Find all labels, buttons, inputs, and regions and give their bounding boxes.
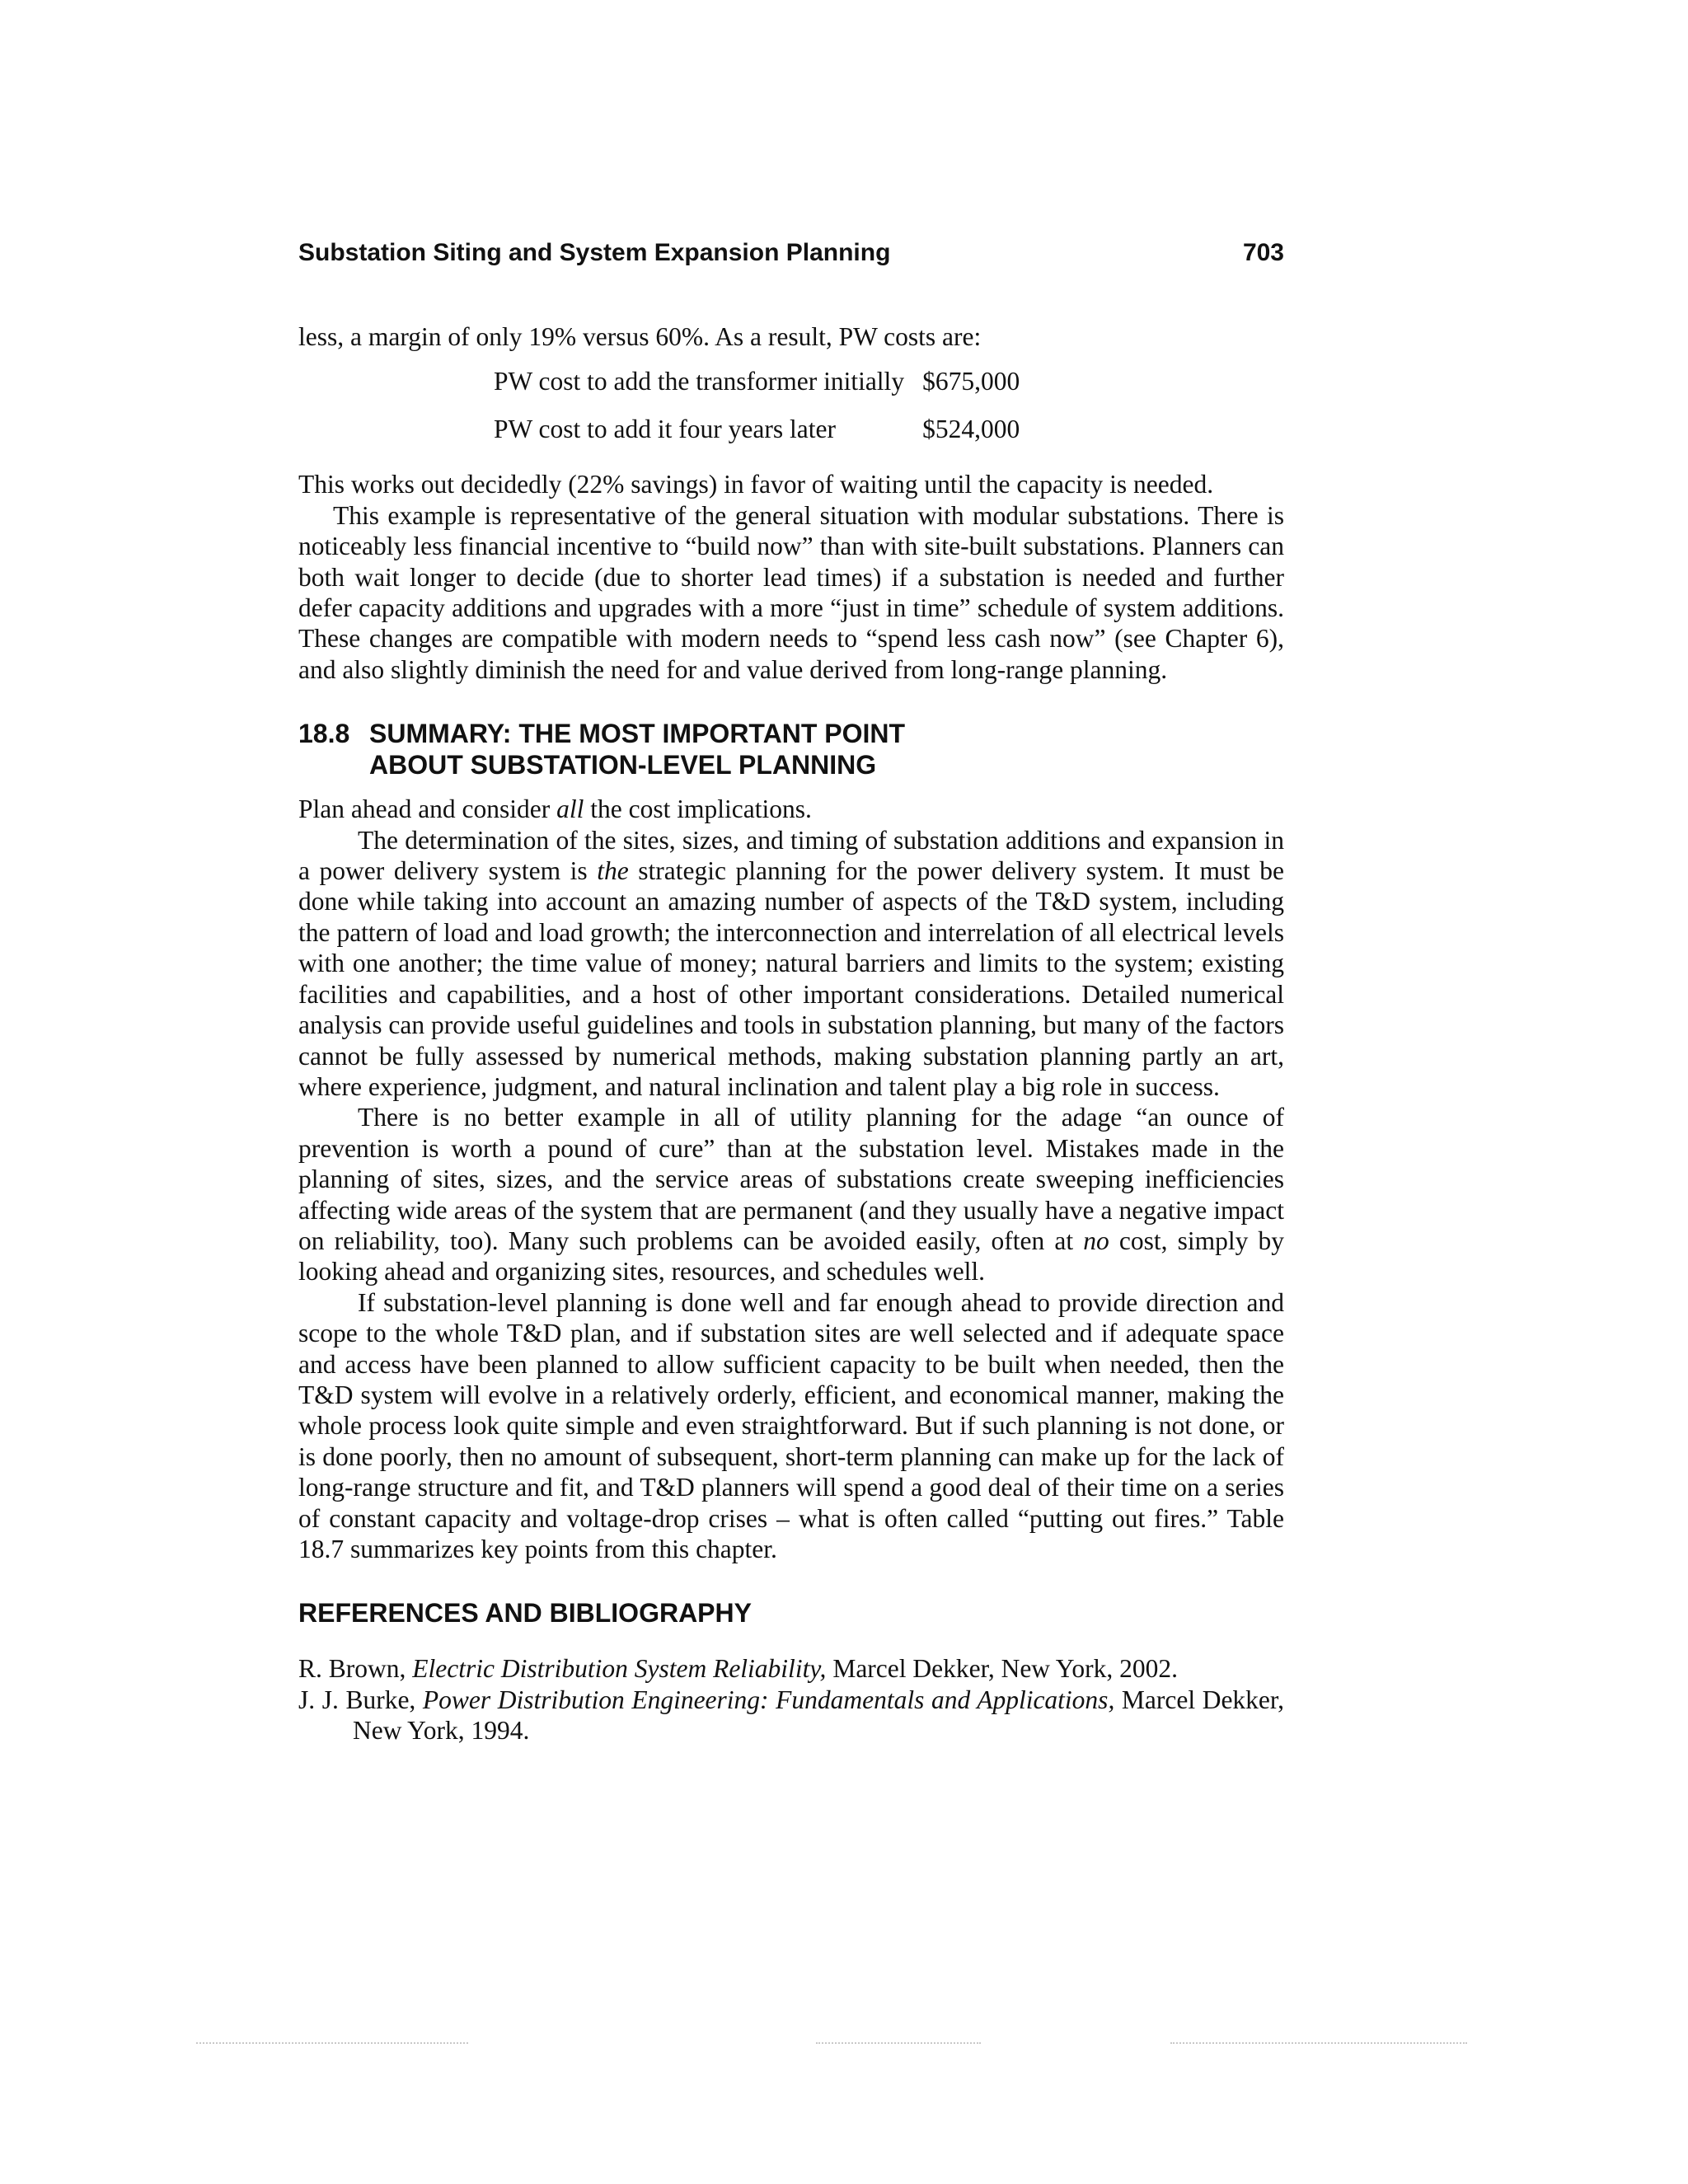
page-body — [298, 321, 1284, 1746]
text-run: The determination of the sites, sizes, and timing of substation additions and expansion in a power delivery system is — [298, 825, 1284, 886]
reference-title: Electric Distribution System Reliability, — [412, 1654, 827, 1684]
section-title-line: SUMMARY: THE MOST IMPORTANT POINT — [369, 719, 906, 749]
table-row — [494, 357, 1020, 405]
savings-paragraph: This works out decidedly (22% savings) in favor of waiting until the capacity is needed. — [298, 470, 1214, 499]
reference-title: Power Distribution Engineering: Fundamentals and Applications, — [422, 1685, 1115, 1714]
references-heading: REFERENCES AND BIBLIOGRAPHY — [298, 1598, 752, 1629]
reference-author: R. Brown, — [298, 1654, 413, 1684]
planning-outcome-paragraph: If substation-level planning is done well and far enough ahead to provide direction and scope to the whole T&D plan, and if substation sites are well selected and if adequate space and access have been planned to allow sufficient capacity to be built when needed, then the T&D system will evolve in a relatively orderly, efficient, and economical manner, making the whole process look quite simple and even straightforward. But if such planning is not done, or is done poorly, then no amount of subsequent, short-term planning can make up for the lack of long-range structure and fit, and T&D planners will spend a good deal of their time on a series of constant capacity and voltage-drop crises – what is often called “putting out fires.” Table 18.7 summarizes key points from this chapter. — [298, 1287, 1284, 1563]
section-heading — [298, 718, 1284, 780]
text-run: cost, simply by looking ahead and organizing sites, resources, and schedules well. — [298, 1226, 1284, 1286]
scan-artifact-line — [816, 2042, 981, 2045]
strategic-planning-paragraph — [298, 825, 1284, 1103]
text-run: strategic planning for the power delivery system. It must be done while taking into account an amazing number of aspects of the T&D system, including the pattern of load and load growth; the interconnection and interrelation of all electrical levels with one another; the time value of money; natural barriers and limits to the system; existing facilities and capabilities, and a host of other important considerations. Detailed numerical analysis can provide useful guidelines and tools in substation planning, but many of the factors cannot be fully assessed by numerical methods, making substation planning partly an art, where experience, judgment, and natural inclination and talent play a big role in success. — [298, 856, 1285, 1101]
scan-artifact-line — [196, 2042, 468, 2045]
running-head-title: Substation Siting and System Expansion Planning — [298, 239, 891, 266]
pw-cost-value: $675,000 — [922, 366, 1020, 396]
reference-item — [298, 1685, 1284, 1746]
scan-artifact-line — [1170, 2042, 1467, 2045]
section-number: 18.8 — [298, 719, 350, 749]
pw-cost-table — [494, 357, 1020, 452]
running-head — [298, 239, 1284, 267]
modular-substations-paragraph: This example is representative of the general situation with modular substations. There is noticeably less financial incentive to “build now” than with site-built substations. Planners can both wait longer to decide (due to shorter lead times) if a substation is needed and further defer capacity additions and upgrades with a more “just in time” schedule of system additions. These changes are compatible with modern needs to “spend less cash now” (see Chapter 6), and also slightly diminish the need for and value derived from long-range planning. — [298, 500, 1284, 684]
prevention-paragraph — [298, 1102, 1284, 1286]
emphasis: all — [556, 794, 584, 824]
pw-cost-label: PW cost to add the transformer initially — [494, 366, 905, 396]
section-title — [369, 718, 905, 780]
reference-publisher: Marcel Dekker, New York, 2002. — [826, 1654, 1178, 1684]
reference-publisher: Marcel Dekker, New York, 1994. — [353, 1685, 1285, 1746]
emphasis: the — [597, 856, 629, 886]
summary-lead-paragraph — [298, 794, 1284, 824]
intro-paragraph: less, a margin of only 19% versus 60%. As a result, PW costs are: — [298, 322, 982, 351]
pw-cost-label: PW cost to add it four years later — [494, 414, 836, 443]
pw-cost-value: $524,000 — [922, 414, 1020, 443]
text-run: the cost implications. — [584, 794, 812, 824]
text-run: There is no better example in all of utility planning for the adage “an ounce of prevention is worth a pound of cure” than at the substation level. Mistakes made in the planning of sites, sizes, and the service areas of substations create sweeping inefficiencies affecting wide areas of the system that are permanent (and they usually have a negative impact on reliability, too). Many such problems can be avoided easily, often at — [298, 1103, 1284, 1255]
emphasis: no — [1083, 1226, 1109, 1255]
table-row — [494, 405, 1020, 452]
reference-author: J. J. Burke, — [298, 1685, 423, 1714]
text-run: Plan ahead and consider — [298, 794, 557, 824]
reference-item — [298, 1653, 1284, 1684]
page-number: 703 — [1242, 239, 1284, 266]
section-title-line: ABOUT SUBSTATION-LEVEL PLANNING — [369, 750, 877, 780]
